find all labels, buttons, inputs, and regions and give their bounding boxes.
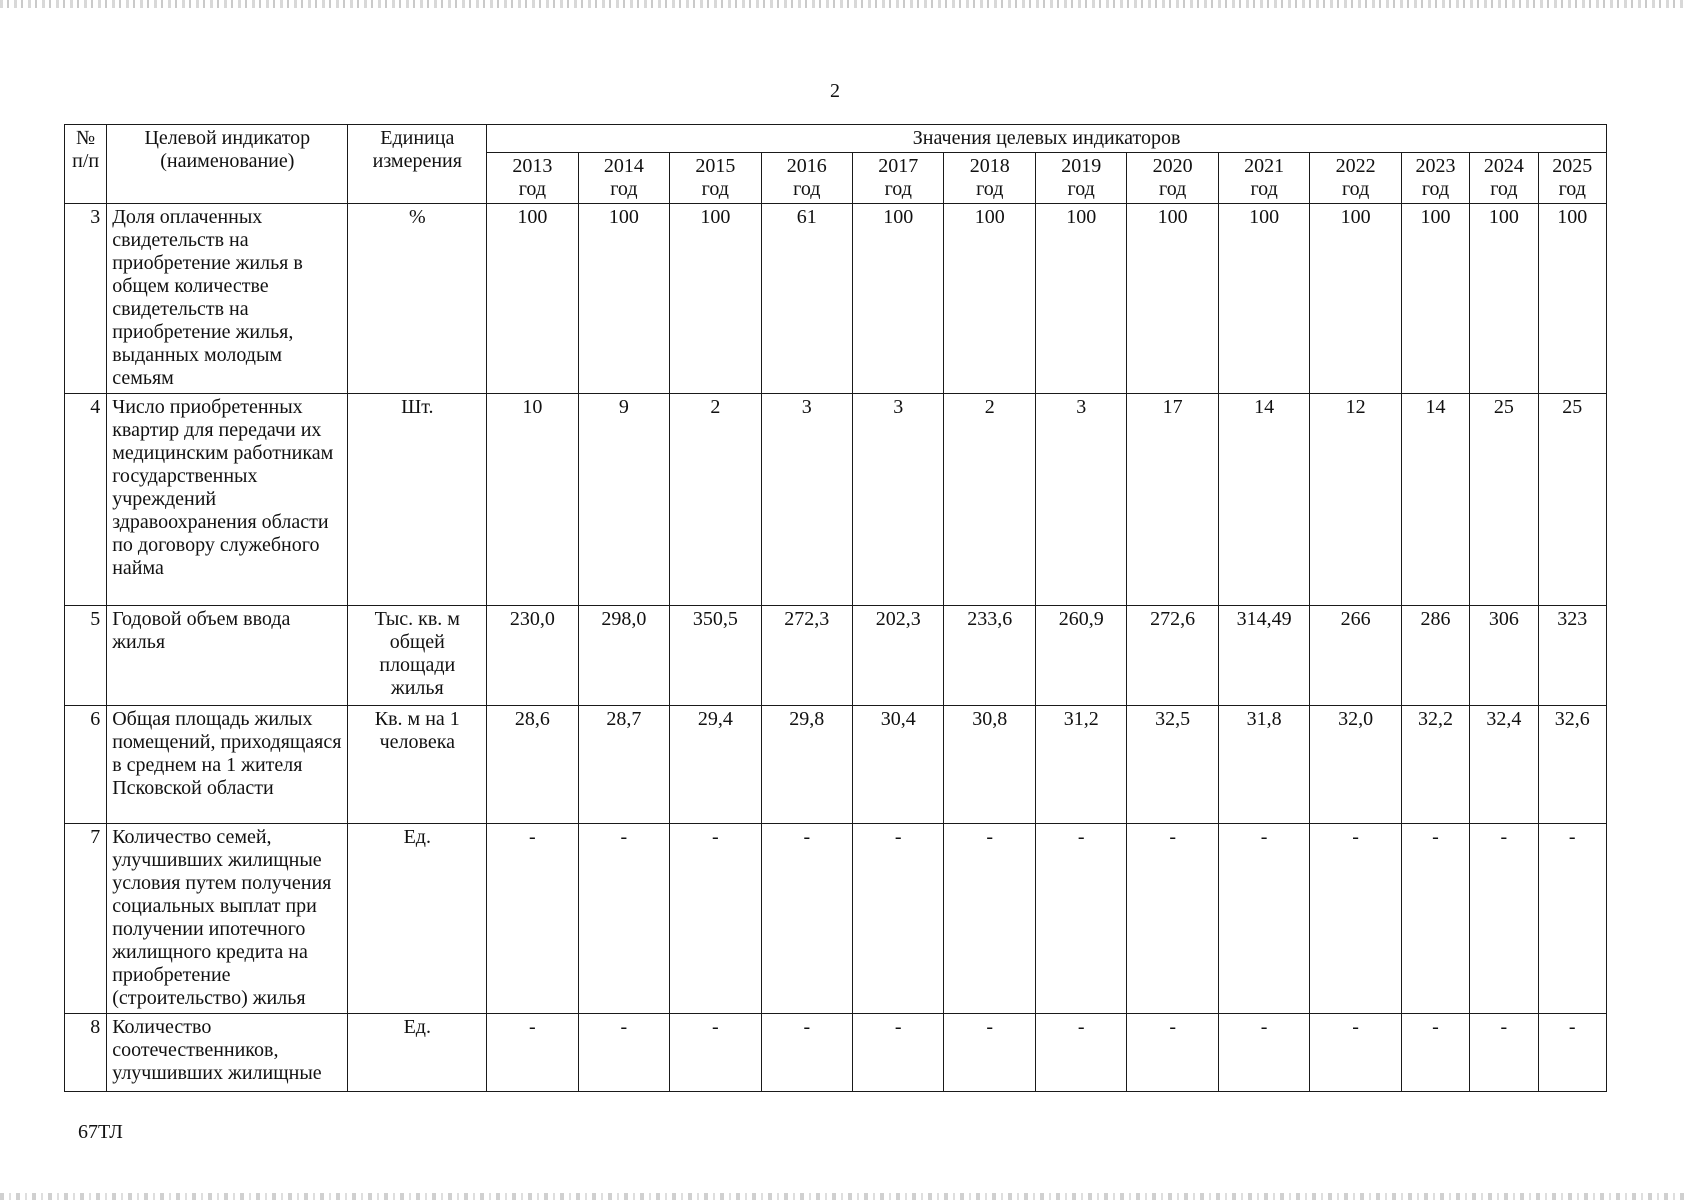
header-year-suffix: год <box>1421 178 1450 200</box>
header-year-suffix: год <box>610 178 638 200</box>
indicator-name: Годовой объем ввода жилья <box>107 606 348 706</box>
header-year <box>761 153 852 204</box>
indicator-value: - <box>578 1014 669 1092</box>
header-year <box>853 153 944 204</box>
indicator-value: 61 <box>761 204 852 394</box>
row-number: 8 <box>65 1014 107 1092</box>
indicator-unit: % <box>348 204 487 394</box>
indicator-value: 272,6 <box>1127 606 1218 706</box>
indicator-value: 100 <box>1127 204 1218 394</box>
indicator-value: - <box>487 1014 578 1092</box>
indicator-value: 100 <box>1035 204 1126 394</box>
indicator-value: 306 <box>1470 606 1538 706</box>
indicator-value: 233,6 <box>944 606 1035 706</box>
header-year-suffix: год <box>701 178 729 200</box>
indicator-value: - <box>1401 824 1469 1014</box>
row-number: 4 <box>65 394 107 606</box>
header-year <box>1035 153 1126 204</box>
indicator-value: - <box>944 1014 1035 1092</box>
indicator-value: 266 <box>1310 606 1401 706</box>
header-year-suffix: год <box>518 178 547 200</box>
indicator-value: 32,2 <box>1401 706 1469 824</box>
table-body <box>65 204 1607 1092</box>
header-year-suffix: год <box>793 178 821 200</box>
footer-code: 67ТЛ <box>78 1121 123 1143</box>
indicator-name: Число приобретенных квартир для передачи их медицинским работникам государственных учреждений здравоохранения области по договору служебного найма <box>107 394 348 606</box>
indicator-value: 32,4 <box>1470 706 1538 824</box>
header-year-number: 2015 <box>695 155 736 177</box>
header-year <box>670 153 761 204</box>
row-number: 3 <box>65 204 107 394</box>
indicator-value: 100 <box>1310 204 1401 394</box>
indicator-value: 100 <box>944 204 1035 394</box>
indicator-value: 9 <box>578 394 669 606</box>
header-year-suffix: год <box>1341 178 1370 200</box>
indicator-value: 100 <box>487 204 578 394</box>
table-row <box>65 606 1607 706</box>
header-name: Целевой индикатор (наименование) <box>107 125 348 204</box>
indicator-value: - <box>670 824 761 1014</box>
header-year-number: 2024 <box>1483 155 1524 177</box>
indicator-name: Доля оплаченных свидетельств на приобретение жилья в общем количестве свидетельств на приобретение жилья, выданных молодым семьям <box>107 204 348 394</box>
indicator-value: 29,8 <box>761 706 852 824</box>
header-year <box>1127 153 1218 204</box>
indicator-value: - <box>1538 824 1606 1014</box>
indicator-name: Общая площадь жилых помещений, приходящаяся в среднем на 1 жителя Псковской области <box>107 706 348 824</box>
table-row <box>65 1014 1607 1092</box>
indicator-value: 260,9 <box>1035 606 1126 706</box>
header-year-suffix: год <box>1490 178 1518 200</box>
header-values-group: Значения целевых индикаторов <box>487 125 1607 153</box>
header-year-number: 2021 <box>1244 155 1285 177</box>
indicator-unit: Шт. <box>348 394 487 606</box>
header-year <box>1218 153 1309 204</box>
header-year-number: 2014 <box>603 155 644 177</box>
indicator-value: 100 <box>1538 204 1606 394</box>
indicator-value: 28,7 <box>578 706 669 824</box>
header-year-number: 2018 <box>969 155 1010 177</box>
header-year-number: 2023 <box>1415 155 1456 177</box>
table-row <box>65 204 1607 394</box>
indicator-value: 14 <box>1401 394 1469 606</box>
row-number: 7 <box>65 824 107 1014</box>
row-number: 6 <box>65 706 107 824</box>
indicator-unit: Кв. м на 1 человека <box>348 706 487 824</box>
indicator-value: 100 <box>670 204 761 394</box>
header-row-top <box>65 125 1607 153</box>
indicator-value: - <box>761 824 852 1014</box>
indicator-value: 25 <box>1470 394 1538 606</box>
indicator-value: 10 <box>487 394 578 606</box>
indicator-name: Количество семей, улучшивших жилищные условия путем получения социальных выплат при получении ипотечного жилищного кредита на приобретение (строительство) жилья <box>107 824 348 1014</box>
indicator-value: - <box>853 824 944 1014</box>
header-year <box>1310 153 1401 204</box>
header-year <box>944 153 1035 204</box>
indicator-value: - <box>1401 1014 1469 1092</box>
indicator-value: 314,49 <box>1218 606 1309 706</box>
indicator-value: 100 <box>1470 204 1538 394</box>
header-year-suffix: год <box>1250 178 1278 200</box>
scan-edge-top <box>0 0 1686 8</box>
indicator-value: - <box>1035 824 1126 1014</box>
header-num: № п/п <box>65 125 107 204</box>
indicator-value: - <box>1310 824 1401 1014</box>
indicator-value: 32,5 <box>1127 706 1218 824</box>
indicator-value: 272,3 <box>761 606 852 706</box>
indicator-value: 12 <box>1310 394 1401 606</box>
header-year <box>1470 153 1538 204</box>
indicator-value: - <box>1538 1014 1606 1092</box>
indicator-value: - <box>944 824 1035 1014</box>
indicator-value: - <box>1127 1014 1218 1092</box>
header-year-suffix: год <box>976 178 1004 200</box>
indicator-value: - <box>1218 824 1309 1014</box>
indicator-value: 2 <box>944 394 1035 606</box>
indicator-unit: Тыс. кв. м общей площади жилья <box>348 606 487 706</box>
indicator-value: 202,3 <box>853 606 944 706</box>
indicator-value: - <box>578 824 669 1014</box>
indicator-unit: Ед. <box>348 1014 487 1092</box>
indicator-value: 28,6 <box>487 706 578 824</box>
indicator-value: 100 <box>1218 204 1309 394</box>
indicator-value: 31,2 <box>1035 706 1126 824</box>
table-row <box>65 706 1607 824</box>
indicator-value: 230,0 <box>487 606 578 706</box>
indicator-value: - <box>487 824 578 1014</box>
indicator-value: 3 <box>1035 394 1126 606</box>
indicator-table <box>64 124 1607 1092</box>
indicator-value: 3 <box>853 394 944 606</box>
header-year-number: 2020 <box>1152 155 1193 177</box>
indicator-value: 30,4 <box>853 706 944 824</box>
indicator-unit: Ед. <box>348 824 487 1014</box>
header-year-suffix: год <box>1067 178 1095 200</box>
header-year-number: 2022 <box>1335 155 1376 177</box>
scan-edge-bottom <box>0 1193 1686 1200</box>
header-year <box>487 153 578 204</box>
indicator-value: 32,6 <box>1538 706 1606 824</box>
indicator-value: - <box>761 1014 852 1092</box>
header-year-suffix: год <box>1558 178 1586 200</box>
indicator-value: 2 <box>670 394 761 606</box>
indicator-value: 100 <box>1401 204 1469 394</box>
header-year-number: 2016 <box>786 155 827 177</box>
indicator-value: 298,0 <box>578 606 669 706</box>
indicator-value: - <box>853 1014 944 1092</box>
indicator-value: 14 <box>1218 394 1309 606</box>
header-year-number: 2019 <box>1061 155 1102 177</box>
table-row <box>65 394 1607 606</box>
table-row <box>65 824 1607 1014</box>
header-year-number: 2025 <box>1552 155 1593 177</box>
header-year <box>578 153 669 204</box>
header-year-suffix: год <box>884 178 912 200</box>
indicator-value: 31,8 <box>1218 706 1309 824</box>
header-year <box>1538 153 1606 204</box>
indicator-value: 17 <box>1127 394 1218 606</box>
indicator-value: - <box>1127 824 1218 1014</box>
indicator-value: - <box>1218 1014 1309 1092</box>
indicator-value: 100 <box>578 204 669 394</box>
indicator-value: - <box>1470 1014 1538 1092</box>
indicator-value: 323 <box>1538 606 1606 706</box>
header-unit: Единица измерения <box>348 125 487 204</box>
indicator-value: 29,4 <box>670 706 761 824</box>
indicator-value: - <box>1035 1014 1126 1092</box>
indicator-value: 350,5 <box>670 606 761 706</box>
indicator-value: 286 <box>1401 606 1469 706</box>
header-year-number: 2017 <box>878 155 919 177</box>
indicator-value: 25 <box>1538 394 1606 606</box>
row-number: 5 <box>65 606 107 706</box>
header-year <box>1401 153 1469 204</box>
header-year-number: 2013 <box>512 155 553 177</box>
page-number: 2 <box>830 80 840 102</box>
indicator-value: - <box>670 1014 761 1092</box>
indicator-value: 100 <box>853 204 944 394</box>
indicator-name: Количество соотечественников, улучшивших жилищные <box>107 1014 348 1092</box>
indicator-value: - <box>1470 824 1538 1014</box>
indicator-value: 30,8 <box>944 706 1035 824</box>
indicator-value: 3 <box>761 394 852 606</box>
indicator-value: - <box>1310 1014 1401 1092</box>
header-year-suffix: год <box>1159 178 1187 200</box>
indicator-value: 32,0 <box>1310 706 1401 824</box>
